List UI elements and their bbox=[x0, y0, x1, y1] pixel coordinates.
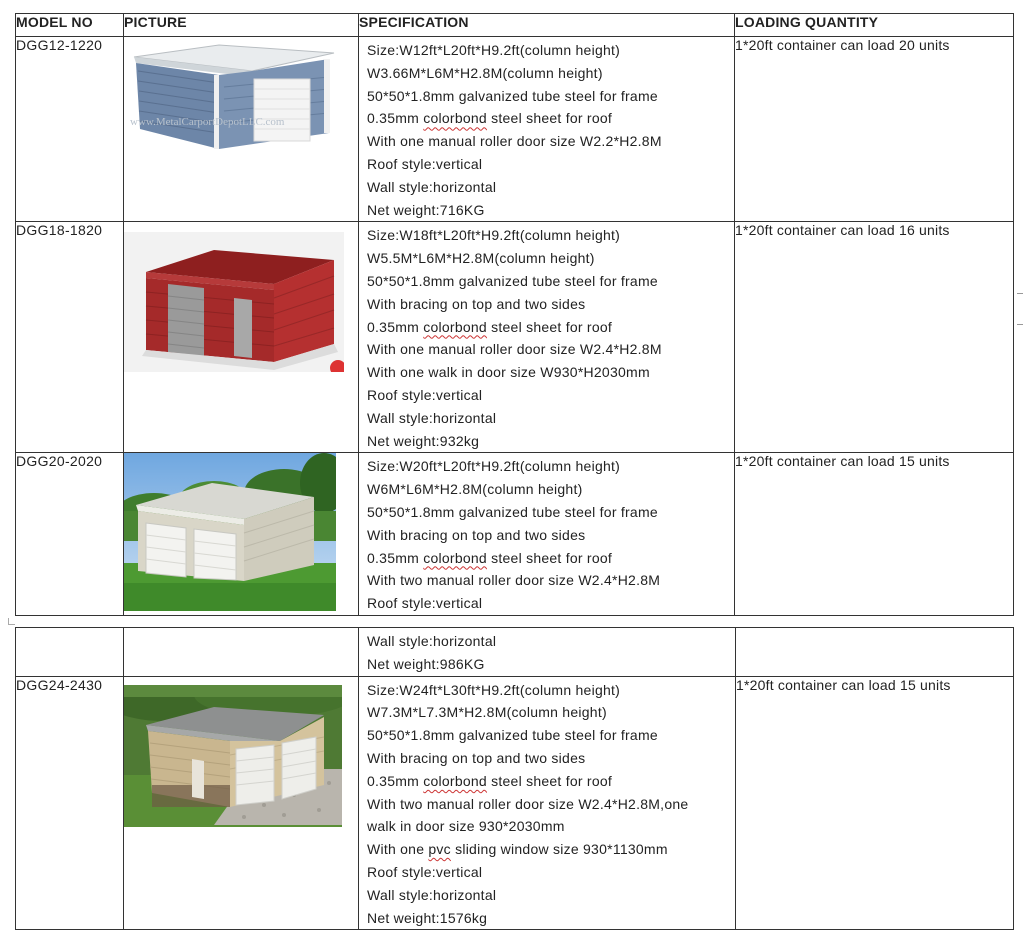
spec-line: With one walk in door size W930*H2030mm bbox=[367, 364, 650, 381]
spec-line: 0.35mm colorbond steel sheet for roof bbox=[367, 318, 613, 335]
spec-line: 50*50*1.8mm galvanized tube steel for frame bbox=[367, 87, 658, 104]
blue-single-door-garage-image bbox=[124, 37, 344, 157]
spec-line: Roof style:vertical bbox=[367, 386, 483, 403]
table-header-row bbox=[16, 14, 1014, 37]
spec-line: Roof style:vertical bbox=[367, 155, 483, 172]
watermark-text: www.MetalCarportDepotLLC.com bbox=[130, 116, 285, 128]
spec-line: Wall style:horizontal bbox=[367, 886, 497, 903]
spec-line: With two manual roller door size W2.4*H2.8M,one bbox=[367, 795, 689, 812]
header-model: MODEL NO bbox=[16, 14, 124, 37]
page-break-marker bbox=[8, 618, 15, 625]
spec-line: With one pvc sliding window size 930*1130mm bbox=[367, 841, 668, 858]
spec-line: 0.35mm colorbond steel sheet for roof bbox=[367, 772, 613, 789]
header-specification: SPECIFICATION bbox=[359, 14, 735, 37]
empty-model-cell bbox=[16, 628, 124, 677]
spec-line: W6M*L6M*H2.8M(column height) bbox=[367, 481, 583, 498]
red-garage-image bbox=[124, 232, 344, 372]
empty-picture-cell bbox=[124, 628, 359, 677]
spec-line: Net weight:1576kg bbox=[367, 909, 488, 926]
spec-line: Net weight:986KG bbox=[367, 655, 485, 672]
spec-line: Size:W18ft*L20ft*H9.2ft(column height) bbox=[367, 227, 621, 244]
spec-line: Wall style:horizontal bbox=[367, 409, 497, 426]
spec-line: Wall style:horizontal bbox=[367, 633, 497, 649]
spec-line: With bracing on top and two sides bbox=[367, 526, 586, 543]
spec-line: Roof style:vertical bbox=[367, 595, 483, 612]
table-row-continuation bbox=[16, 628, 1014, 677]
spec-line: Wall style:horizontal bbox=[367, 178, 497, 195]
spec-table-page-1 bbox=[15, 13, 1014, 616]
specification-cell bbox=[359, 37, 735, 222]
spec-line: 50*50*1.8mm galvanized tube steel for frame bbox=[367, 503, 658, 520]
table-row bbox=[16, 676, 1014, 930]
spec-line: Roof style:vertical bbox=[367, 863, 483, 880]
header-picture: PICTURE bbox=[124, 14, 359, 37]
spec-table-page-2 bbox=[15, 627, 1014, 930]
beige-double-garage-on-grass-image bbox=[124, 453, 336, 611]
model-number: DGG20-2020 bbox=[16, 453, 124, 616]
spec-line: W3.66M*L6M*H2.8M(column height) bbox=[367, 64, 603, 81]
model-number: DGG24-2430 bbox=[16, 676, 124, 930]
loading-quantity: 1*20ft container can load 15 units bbox=[736, 676, 1014, 930]
spec-line: W5.5M*L6M*H2.8M(column height) bbox=[367, 250, 595, 267]
column-marker bbox=[1017, 293, 1023, 294]
header-loading-quantity: LOADING QUANTITY bbox=[735, 14, 1014, 37]
spec-line: walk in door size 930*2030mm bbox=[367, 818, 565, 835]
column-marker bbox=[1017, 324, 1023, 325]
spec-line: Size:W20ft*L20ft*H9.2ft(column height) bbox=[367, 458, 621, 475]
spec-line: 0.35mm colorbond steel sheet for roof bbox=[367, 549, 613, 566]
spec-line: With two manual roller door size W2.4*H2.8M bbox=[367, 572, 661, 589]
picture-cell bbox=[124, 222, 359, 453]
loading-quantity: 1*20ft container can load 16 units bbox=[735, 222, 1014, 453]
loading-quantity: 1*20ft container can load 20 units bbox=[735, 37, 1014, 222]
picture-cell bbox=[124, 453, 359, 616]
spec-line: With one manual roller door size W2.4*H2.8M bbox=[367, 341, 662, 358]
empty-loading-cell bbox=[736, 628, 1014, 677]
spec-line: 50*50*1.8mm galvanized tube steel for frame bbox=[367, 272, 658, 289]
tan-double-garage-gravel-driveway-image bbox=[124, 685, 342, 827]
picture-cell bbox=[124, 676, 359, 930]
spec-line: With bracing on top and two sides bbox=[367, 749, 586, 766]
table-row bbox=[16, 222, 1014, 453]
table-row bbox=[16, 37, 1014, 222]
loading-quantity: 1*20ft container can load 15 units bbox=[735, 453, 1014, 616]
spec-line: Net weight:716KG bbox=[367, 201, 485, 218]
spec-line: 0.35mm colorbond steel sheet for roof bbox=[367, 110, 613, 127]
specification-cell bbox=[359, 453, 735, 616]
specification-cell bbox=[359, 628, 736, 677]
model-number: DGG18-1820 bbox=[16, 222, 124, 453]
specification-cell bbox=[359, 222, 735, 453]
table-row bbox=[16, 453, 1014, 616]
spec-line: W7.3M*L7.3M*H2.8M(column height) bbox=[367, 704, 607, 721]
spec-line: Size:W12ft*L20ft*H9.2ft(column height) bbox=[367, 42, 621, 58]
specification-cell bbox=[359, 676, 736, 930]
model-number: DGG12-1220 bbox=[16, 37, 124, 222]
picture-cell bbox=[124, 37, 359, 222]
spec-line: With bracing on top and two sides bbox=[367, 295, 586, 312]
spec-line: Net weight:932kg bbox=[367, 432, 480, 449]
spec-line: 50*50*1.8mm galvanized tube steel for frame bbox=[367, 727, 658, 744]
spec-line: Size:W24ft*L30ft*H9.2ft(column height) bbox=[367, 681, 621, 698]
spec-line: With one manual roller door size W2.2*H2.8M bbox=[367, 133, 662, 150]
